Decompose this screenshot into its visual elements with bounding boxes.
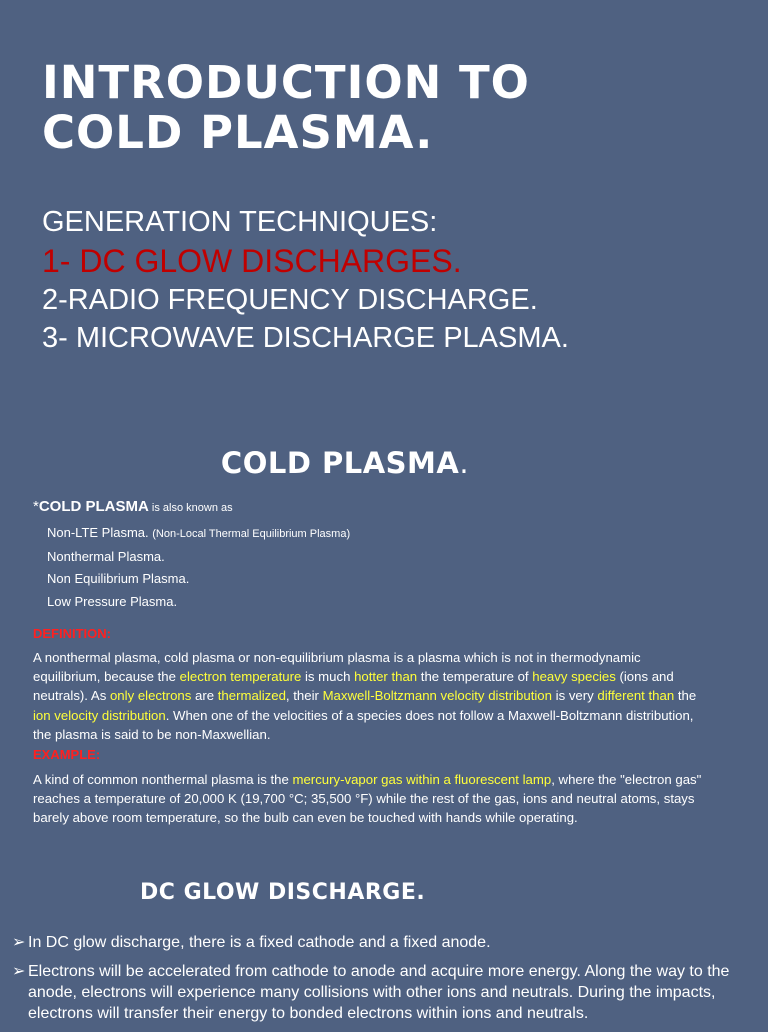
cold-plasma-heading [0,446,690,480]
technique-item-microwave: 3- MICROWAVE DISCHARGE PLASMA. [42,322,569,354]
dc-glow-bullet-list [12,932,762,1032]
text-run: (ions and neutrals). As [33,669,674,704]
cold-plasma-heading-text: COLD PLASMA [220,446,460,480]
arrow-bullet-icon: ➢ [12,934,26,951]
highlight-run: Maxwell-Boltzmann velocity distribution [322,688,552,704]
definition-label: DEFINITION: [33,626,111,641]
generation-techniques [42,203,762,357]
known-suffix: is also known as [148,502,233,514]
text-run: the [674,688,697,704]
alias-item: Low Pressure Plasma. [47,593,178,609]
alias-list [47,522,350,613]
text-run: A nonthermal plasma, cold plasma or non-equilibrium plasma is a plasma which is not in thermodynamic equilibrium, because the [33,650,641,685]
example-paragraph [33,770,708,828]
highlight-run: thermalized [217,688,286,704]
example-label: EXAMPLE: [33,747,101,762]
technique-item-radio-frequency: 2-RADIO FREQUENCY DISCHARGE. [42,284,538,316]
text-run: , their [285,688,323,704]
highlight-run: heavy species [532,669,616,685]
known-term: COLD PLASMA [38,498,149,515]
bullet-text: In DC glow discharge, there is a fixed cathode and a fixed anode. [28,934,491,951]
highlight-run: different than [597,688,675,704]
text-run: the temperature of [417,669,533,685]
text-run: is very [551,688,598,704]
bullet-text: Electrons will be accelerated from cathode to anode and acquire more energy. Along the way to the anode, electrons will experience many collisions with other ions and neutrals. During the impacts, electrons will transfer their energy to bonded electrons within ions and neutrals. [28,963,730,1022]
alias-item: Non Equilibrium Plasma. [47,571,190,586]
arrow-bullet-icon: ➢ [12,963,26,980]
alias-item-note: (Non-Local Thermal Equilibrium Plasma) [152,528,351,540]
list-item [12,932,762,953]
list-item [12,961,762,1024]
highlight-run: mercury-vapor gas within a fluorescent lamp [292,772,552,787]
highlight-run: hotter than [354,669,418,685]
techniques-heading: GENERATION TECHNIQUES: [42,206,438,238]
title-line-2: COLD PLASMA. [42,106,434,159]
highlight-run: electron temperature [179,669,302,685]
page-title [42,58,742,158]
text-run: . When one of the velocities of a species does not follow a Maxwell-Boltzmann distribution, the plasma is said to be non-Maxwellian. [33,707,694,742]
title-line-1: INTRODUCTION TO [42,56,530,109]
dc-glow-discharge-heading: DC GLOW DISCHARGE. [140,880,426,905]
cold-plasma-heading-dot: . [459,446,470,480]
alias-item-text: Non-LTE Plasma. [47,525,153,540]
text-run: are [191,688,218,704]
technique-item-dc-glow: 1- DC GLOW DISCHARGES. [42,243,462,279]
highlight-run: only electrons [109,688,192,704]
text-run: A kind of common nonthermal plasma is the [33,772,293,787]
text-run: , where the "electron gas" reaches a temperature of 20,000 K (19,700 °C; 35,500 °F) while the rest of the gas, ions and neutral atoms, stays barely above room temperature, so the bulb can even be touched with hands while operating. [33,772,702,826]
highlight-run: ion velocity distribution [33,707,166,723]
alias-item: Nonthermal Plasma. [47,548,165,564]
alias-item [47,522,350,546]
known-prefix: * [33,498,39,515]
definition-paragraph [33,648,708,744]
text-run: is much [301,669,355,685]
also-known-as-line [33,498,233,516]
